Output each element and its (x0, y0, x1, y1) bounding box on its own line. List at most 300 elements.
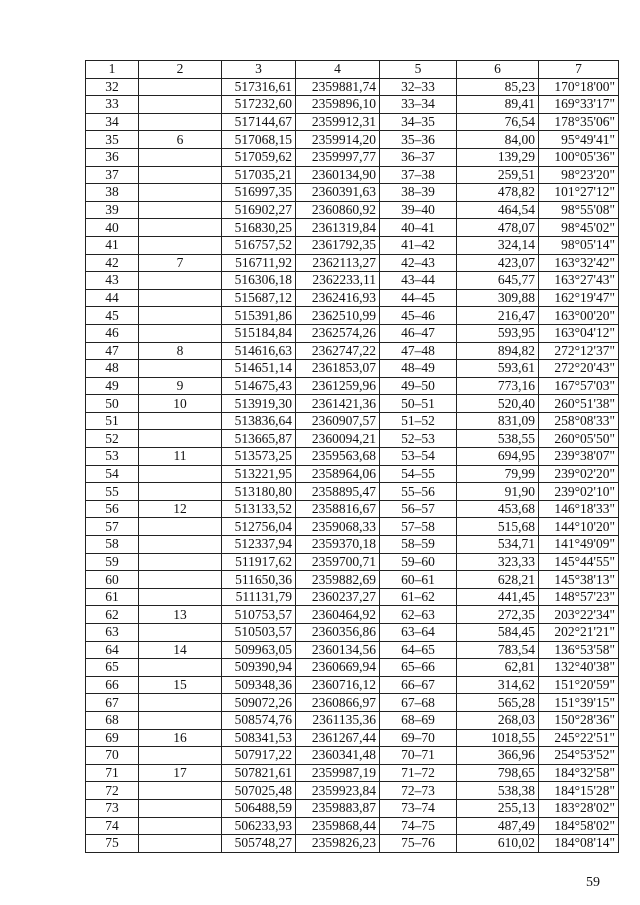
page-number: 59 (586, 875, 600, 890)
bearing-cell: 258°08'33" (539, 412, 619, 430)
table-row (86, 588, 619, 606)
table-row (86, 78, 619, 96)
x-coordinate-cell: 508574,76 (222, 711, 296, 729)
bearing-cell: 260°51'38" (539, 395, 619, 413)
segment-cell: 40–41 (380, 219, 457, 237)
bearing-cell: 162°19'47" (539, 289, 619, 307)
sheet-number-cell: 16 (139, 729, 222, 747)
length-cell: 453,68 (457, 500, 539, 518)
sheet-number-cell (139, 483, 222, 501)
bearing-cell: 163°32'42" (539, 254, 619, 272)
sheet-number-cell (139, 201, 222, 219)
sheet-number-cell (139, 184, 222, 202)
point-number-cell: 40 (86, 219, 139, 237)
x-coordinate-cell: 515391,86 (222, 307, 296, 325)
bearing-cell: 151°20'59" (539, 676, 619, 694)
segment-cell: 51–52 (380, 412, 457, 430)
point-number-cell: 38 (86, 184, 139, 202)
segment-cell: 36–37 (380, 148, 457, 166)
sheet-number-cell: 6 (139, 131, 222, 149)
bearing-cell: 239°02'10" (539, 483, 619, 501)
point-number-cell: 51 (86, 412, 139, 430)
table-row (86, 113, 619, 131)
y-coordinate-cell: 2359868,44 (296, 817, 380, 835)
length-cell: 534,71 (457, 536, 539, 554)
table-row (86, 835, 619, 853)
length-cell: 314,62 (457, 676, 539, 694)
point-number-cell: 39 (86, 201, 139, 219)
x-coordinate-cell: 513919,30 (222, 395, 296, 413)
column-header: 4 (296, 61, 380, 79)
sheet-number-cell (139, 360, 222, 378)
sheet-number-cell: 15 (139, 676, 222, 694)
y-coordinate-cell: 2360134,90 (296, 166, 380, 184)
segment-cell: 69–70 (380, 729, 457, 747)
sheet-number-cell (139, 236, 222, 254)
sheet-number-cell (139, 78, 222, 96)
y-coordinate-cell: 2361421,36 (296, 395, 380, 413)
point-number-cell: 59 (86, 553, 139, 571)
point-number-cell: 65 (86, 659, 139, 677)
sheet-number-cell: 11 (139, 448, 222, 466)
length-cell: 645,77 (457, 272, 539, 290)
bearing-cell: 132°40'38" (539, 659, 619, 677)
point-number-cell: 72 (86, 782, 139, 800)
length-cell: 91,90 (457, 483, 539, 501)
table-row (86, 676, 619, 694)
sheet-number-cell (139, 553, 222, 571)
segment-cell: 74–75 (380, 817, 457, 835)
segment-cell: 64–65 (380, 641, 457, 659)
sheet-number-cell (139, 307, 222, 325)
x-coordinate-cell: 517059,62 (222, 148, 296, 166)
segment-cell: 62–63 (380, 606, 457, 624)
point-number-cell: 55 (86, 483, 139, 501)
x-coordinate-cell: 517316,61 (222, 78, 296, 96)
segment-cell: 61–62 (380, 588, 457, 606)
x-coordinate-cell: 514651,14 (222, 360, 296, 378)
column-header: 1 (86, 61, 139, 79)
table-row (86, 606, 619, 624)
bearing-cell: 178°35'06" (539, 113, 619, 131)
y-coordinate-cell: 2362113,27 (296, 254, 380, 272)
segment-cell: 60–61 (380, 571, 457, 589)
sheet-number-cell (139, 624, 222, 642)
y-coordinate-cell: 2360669,94 (296, 659, 380, 677)
table-row (86, 764, 619, 782)
table-row (86, 219, 619, 237)
segment-cell: 65–66 (380, 659, 457, 677)
point-number-cell: 49 (86, 377, 139, 395)
y-coordinate-cell: 2360134,56 (296, 641, 380, 659)
length-cell: 139,29 (457, 148, 539, 166)
length-cell: 324,14 (457, 236, 539, 254)
length-cell: 268,03 (457, 711, 539, 729)
y-coordinate-cell: 2359700,71 (296, 553, 380, 571)
segment-cell: 38–39 (380, 184, 457, 202)
y-coordinate-cell: 2360716,12 (296, 676, 380, 694)
x-coordinate-cell: 511917,62 (222, 553, 296, 571)
point-number-cell: 53 (86, 448, 139, 466)
x-coordinate-cell: 505748,27 (222, 835, 296, 853)
sheet-number-cell (139, 536, 222, 554)
length-cell: 515,68 (457, 518, 539, 536)
length-cell: 798,65 (457, 764, 539, 782)
length-cell: 628,21 (457, 571, 539, 589)
y-coordinate-cell: 2360094,21 (296, 430, 380, 448)
y-coordinate-cell: 2362574,26 (296, 324, 380, 342)
sheet-number-cell (139, 430, 222, 448)
x-coordinate-cell: 516830,25 (222, 219, 296, 237)
table-body (86, 78, 619, 852)
point-number-cell: 75 (86, 835, 139, 853)
length-cell: 593,95 (457, 324, 539, 342)
table-row (86, 342, 619, 360)
segment-cell: 50–51 (380, 395, 457, 413)
bearing-cell: 245°22'51" (539, 729, 619, 747)
y-coordinate-cell: 2361792,35 (296, 236, 380, 254)
table-row (86, 201, 619, 219)
x-coordinate-cell: 508341,53 (222, 729, 296, 747)
point-number-cell: 61 (86, 588, 139, 606)
x-coordinate-cell: 506488,59 (222, 799, 296, 817)
x-coordinate-cell: 509390,94 (222, 659, 296, 677)
x-coordinate-cell: 510753,57 (222, 606, 296, 624)
length-cell: 84,00 (457, 131, 539, 149)
sheet-number-cell: 13 (139, 606, 222, 624)
segment-cell: 35–36 (380, 131, 457, 149)
x-coordinate-cell: 516306,18 (222, 272, 296, 290)
table-row (86, 571, 619, 589)
x-coordinate-cell: 507025,48 (222, 782, 296, 800)
point-number-cell: 43 (86, 272, 139, 290)
x-coordinate-cell: 513573,25 (222, 448, 296, 466)
length-cell: 1018,55 (457, 729, 539, 747)
length-cell: 464,54 (457, 201, 539, 219)
sheet-number-cell (139, 817, 222, 835)
point-number-cell: 45 (86, 307, 139, 325)
point-number-cell: 68 (86, 711, 139, 729)
y-coordinate-cell: 2359883,87 (296, 799, 380, 817)
y-coordinate-cell: 2359923,84 (296, 782, 380, 800)
table-row (86, 624, 619, 642)
point-number-cell: 36 (86, 148, 139, 166)
length-cell: 584,45 (457, 624, 539, 642)
y-coordinate-cell: 2360860,92 (296, 201, 380, 219)
sheet-number-cell (139, 747, 222, 765)
sheet-number-cell (139, 711, 222, 729)
bearing-cell: 98°45'02" (539, 219, 619, 237)
sheet-number-cell (139, 571, 222, 589)
x-coordinate-cell: 513221,95 (222, 465, 296, 483)
table-row (86, 799, 619, 817)
y-coordinate-cell: 2358895,47 (296, 483, 380, 501)
sheet-number-cell (139, 694, 222, 712)
segment-cell: 73–74 (380, 799, 457, 817)
table-row (86, 711, 619, 729)
bearing-cell: 150°28'36" (539, 711, 619, 729)
table-row (86, 131, 619, 149)
table-row (86, 377, 619, 395)
bearing-cell: 167°57'03" (539, 377, 619, 395)
segment-cell: 41–42 (380, 236, 457, 254)
point-number-cell: 63 (86, 624, 139, 642)
x-coordinate-cell: 507821,61 (222, 764, 296, 782)
sheet-number-cell (139, 113, 222, 131)
point-number-cell: 34 (86, 113, 139, 131)
column-header: 2 (139, 61, 222, 79)
x-coordinate-cell: 506233,93 (222, 817, 296, 835)
point-number-cell: 44 (86, 289, 139, 307)
y-coordinate-cell: 2359370,18 (296, 536, 380, 554)
table-row (86, 254, 619, 272)
point-number-cell: 56 (86, 500, 139, 518)
length-cell: 831,09 (457, 412, 539, 430)
point-number-cell: 71 (86, 764, 139, 782)
sheet-number-cell (139, 835, 222, 853)
point-number-cell: 57 (86, 518, 139, 536)
bearing-cell: 272°12'37" (539, 342, 619, 360)
x-coordinate-cell: 507917,22 (222, 747, 296, 765)
table-row (86, 483, 619, 501)
table-row (86, 412, 619, 430)
sheet-number-cell (139, 799, 222, 817)
sheet-number-cell: 7 (139, 254, 222, 272)
bearing-cell: 184°08'14" (539, 835, 619, 853)
length-cell: 610,02 (457, 835, 539, 853)
segment-cell: 53–54 (380, 448, 457, 466)
table-row (86, 448, 619, 466)
length-cell: 79,99 (457, 465, 539, 483)
y-coordinate-cell: 2360866,97 (296, 694, 380, 712)
length-cell: 89,41 (457, 96, 539, 114)
length-cell: 323,33 (457, 553, 539, 571)
y-coordinate-cell: 2361267,44 (296, 729, 380, 747)
x-coordinate-cell: 517068,15 (222, 131, 296, 149)
y-coordinate-cell: 2359914,20 (296, 131, 380, 149)
bearing-cell: 101°27'12" (539, 184, 619, 202)
segment-cell: 33–34 (380, 96, 457, 114)
segment-cell: 57–58 (380, 518, 457, 536)
bearing-cell: 260°05'50" (539, 430, 619, 448)
bearing-cell: 145°44'55" (539, 553, 619, 571)
sheet-number-cell (139, 148, 222, 166)
table-row (86, 148, 619, 166)
segment-cell: 45–46 (380, 307, 457, 325)
y-coordinate-cell: 2362747,22 (296, 342, 380, 360)
length-cell: 478,82 (457, 184, 539, 202)
segment-cell: 71–72 (380, 764, 457, 782)
sheet-number-cell: 9 (139, 377, 222, 395)
y-coordinate-cell: 2358816,67 (296, 500, 380, 518)
length-cell: 538,38 (457, 782, 539, 800)
length-cell: 894,82 (457, 342, 539, 360)
x-coordinate-cell: 514675,43 (222, 377, 296, 395)
segment-cell: 37–38 (380, 166, 457, 184)
bearing-cell: 98°23'20" (539, 166, 619, 184)
y-coordinate-cell: 2358964,06 (296, 465, 380, 483)
length-cell: 272,35 (457, 606, 539, 624)
y-coordinate-cell: 2359563,68 (296, 448, 380, 466)
bearing-cell: 254°53'52" (539, 747, 619, 765)
sheet-number-cell: 17 (139, 764, 222, 782)
bearing-cell: 183°28'02" (539, 799, 619, 817)
x-coordinate-cell: 511650,36 (222, 571, 296, 589)
table-row (86, 518, 619, 536)
table-row (86, 395, 619, 413)
sheet-number-cell (139, 518, 222, 536)
length-cell: 538,55 (457, 430, 539, 448)
coordinates-table (85, 60, 619, 853)
bearing-cell: 170°18'00" (539, 78, 619, 96)
length-cell: 487,49 (457, 817, 539, 835)
segment-cell: 47–48 (380, 342, 457, 360)
length-cell: 366,96 (457, 747, 539, 765)
bearing-cell: 163°04'12" (539, 324, 619, 342)
bearing-cell: 184°58'02" (539, 817, 619, 835)
segment-cell: 59–60 (380, 553, 457, 571)
point-number-cell: 73 (86, 799, 139, 817)
table-row (86, 694, 619, 712)
bearing-cell: 184°32'58" (539, 764, 619, 782)
segment-cell: 46–47 (380, 324, 457, 342)
point-number-cell: 74 (86, 817, 139, 835)
x-coordinate-cell: 513665,87 (222, 430, 296, 448)
bearing-cell: 98°05'14" (539, 236, 619, 254)
table-row (86, 747, 619, 765)
length-cell: 309,88 (457, 289, 539, 307)
length-cell: 520,40 (457, 395, 539, 413)
segment-cell: 66–67 (380, 676, 457, 694)
y-coordinate-cell: 2362510,99 (296, 307, 380, 325)
point-number-cell: 42 (86, 254, 139, 272)
point-number-cell: 50 (86, 395, 139, 413)
length-cell: 423,07 (457, 254, 539, 272)
table-row (86, 96, 619, 114)
point-number-cell: 46 (86, 324, 139, 342)
segment-cell: 56–57 (380, 500, 457, 518)
sheet-number-cell: 12 (139, 500, 222, 518)
x-coordinate-cell: 515687,12 (222, 289, 296, 307)
bearing-cell: 184°15'28" (539, 782, 619, 800)
segment-cell: 42–43 (380, 254, 457, 272)
x-coordinate-cell: 515184,84 (222, 324, 296, 342)
sheet-number-cell (139, 219, 222, 237)
sheet-number-cell (139, 96, 222, 114)
y-coordinate-cell: 2359882,69 (296, 571, 380, 589)
table-row (86, 307, 619, 325)
table-row (86, 430, 619, 448)
y-coordinate-cell: 2359881,74 (296, 78, 380, 96)
column-header: 3 (222, 61, 296, 79)
y-coordinate-cell: 2361259,96 (296, 377, 380, 395)
y-coordinate-cell: 2360237,27 (296, 588, 380, 606)
x-coordinate-cell: 516902,27 (222, 201, 296, 219)
point-number-cell: 37 (86, 166, 139, 184)
table-row (86, 184, 619, 202)
segment-cell: 67–68 (380, 694, 457, 712)
point-number-cell: 67 (86, 694, 139, 712)
bearing-cell: 136°53'58" (539, 641, 619, 659)
segment-cell: 68–69 (380, 711, 457, 729)
table-row (86, 641, 619, 659)
segment-cell: 72–73 (380, 782, 457, 800)
point-number-cell: 64 (86, 641, 139, 659)
point-number-cell: 48 (86, 360, 139, 378)
segment-cell: 39–40 (380, 201, 457, 219)
table-row (86, 272, 619, 290)
x-coordinate-cell: 517035,21 (222, 166, 296, 184)
length-cell: 85,23 (457, 78, 539, 96)
length-cell: 694,95 (457, 448, 539, 466)
point-number-cell: 41 (86, 236, 139, 254)
bearing-cell: 98°55'08" (539, 201, 619, 219)
x-coordinate-cell: 516997,35 (222, 184, 296, 202)
bearing-cell: 95°49'41" (539, 131, 619, 149)
table-row (86, 360, 619, 378)
bearing-cell: 202°21'21" (539, 624, 619, 642)
x-coordinate-cell: 513836,64 (222, 412, 296, 430)
sheet-number-cell: 8 (139, 342, 222, 360)
table-row (86, 166, 619, 184)
point-number-cell: 33 (86, 96, 139, 114)
table-row (86, 659, 619, 677)
segment-cell: 48–49 (380, 360, 457, 378)
x-coordinate-cell: 516711,92 (222, 254, 296, 272)
segment-cell: 58–59 (380, 536, 457, 554)
y-coordinate-cell: 2362233,11 (296, 272, 380, 290)
sheet-number-cell (139, 782, 222, 800)
bearing-cell: 239°02'20" (539, 465, 619, 483)
point-number-cell: 70 (86, 747, 139, 765)
bearing-cell: 145°38'13" (539, 571, 619, 589)
length-cell: 593,61 (457, 360, 539, 378)
segment-cell: 44–45 (380, 289, 457, 307)
x-coordinate-cell: 510503,57 (222, 624, 296, 642)
x-coordinate-cell: 517144,67 (222, 113, 296, 131)
sheet-number-cell (139, 465, 222, 483)
y-coordinate-cell: 2360464,92 (296, 606, 380, 624)
bearing-cell: 100°05'36" (539, 148, 619, 166)
y-coordinate-cell: 2359068,33 (296, 518, 380, 536)
segment-cell: 32–33 (380, 78, 457, 96)
length-cell: 76,54 (457, 113, 539, 131)
y-coordinate-cell: 2359826,23 (296, 835, 380, 853)
table-row (86, 782, 619, 800)
table-row (86, 289, 619, 307)
x-coordinate-cell: 512337,94 (222, 536, 296, 554)
column-header: 6 (457, 61, 539, 79)
y-coordinate-cell: 2359987,19 (296, 764, 380, 782)
sheet-number-cell: 14 (139, 641, 222, 659)
table-row (86, 500, 619, 518)
bearing-cell: 163°00'20" (539, 307, 619, 325)
y-coordinate-cell: 2361319,84 (296, 219, 380, 237)
x-coordinate-cell: 512756,04 (222, 518, 296, 536)
y-coordinate-cell: 2362416,93 (296, 289, 380, 307)
point-number-cell: 35 (86, 131, 139, 149)
y-coordinate-cell: 2360391,63 (296, 184, 380, 202)
length-cell: 565,28 (457, 694, 539, 712)
table-row (86, 729, 619, 747)
bearing-cell: 169°33'17" (539, 96, 619, 114)
bearing-cell: 272°20'43" (539, 360, 619, 378)
sheet-number-cell (139, 289, 222, 307)
sheet-number-cell (139, 272, 222, 290)
segment-cell: 43–44 (380, 272, 457, 290)
y-coordinate-cell: 2359896,10 (296, 96, 380, 114)
x-coordinate-cell: 513133,52 (222, 500, 296, 518)
